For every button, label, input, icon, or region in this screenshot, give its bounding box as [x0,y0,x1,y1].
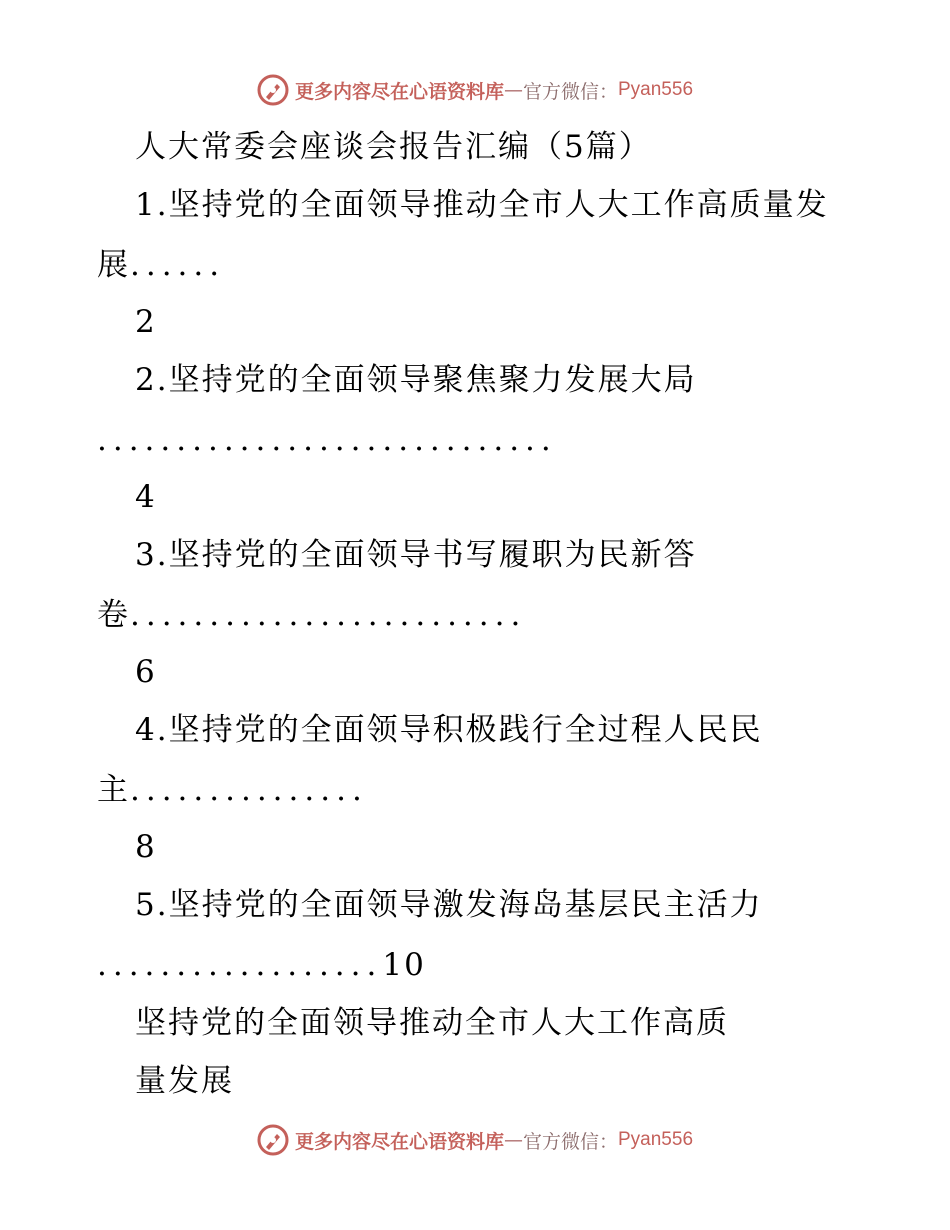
banner-text: 更多内容尽在心语资料库 [294,1130,504,1153]
banner-wechat-id: Pyan556 [618,1129,694,1150]
toc-item-4-label[interactable] [135,710,763,750]
toc-item-3-leader [97,595,526,635]
toc-item-1-page: 2 [135,304,157,340]
toc-item-dots: ......................... [130,597,527,633]
pen-logo-icon [257,1124,289,1156]
toc-item-continuation: 展 [97,247,130,283]
toc-item-3-label[interactable] [135,535,697,575]
toc-item-4-leader [97,770,368,810]
toc-item-label: 3.坚持党的全面领导书写履职为民新答 [135,537,697,573]
banner-separator: — [503,1129,523,1151]
toc-item-label: 5.坚持党的全面领导激发海岛基层民主活力 [135,887,763,923]
toc-title: 人大常委会座谈会报告汇编（5篇） [135,129,652,165]
toc-item-page: 10 [382,947,426,983]
toc-item-5-label[interactable] [135,885,763,925]
toc-item-5-leader [97,945,426,985]
toc-item-label: 1.坚持党的全面领导推动全市人大工作高质量发 [135,187,829,223]
toc-item-2-label[interactable] [135,360,697,400]
toc-item-dots: ............... [130,772,368,808]
toc-item-2-leader [97,420,557,460]
article-title-line-1: 坚持党的全面领导推动全市人大工作高质 [135,1005,729,1041]
toc-item-2-page: 4 [135,479,157,515]
toc-item-dots: ............................. [97,422,557,458]
toc-item-1-leader [97,245,225,285]
toc-item-4-page: 8 [135,829,157,865]
toc-item-label: 4.坚持党的全面领导积极践行全过程人民民 [135,712,763,748]
toc-item-dots: .................. [97,947,383,983]
footer-banner [0,1120,950,1160]
toc-item-continuation: 主 [97,772,130,808]
toc-item-3-page: 6 [135,654,157,690]
header-banner [0,70,950,110]
banner-separator: — [503,79,523,101]
toc-item-1-label[interactable] [135,185,829,225]
pen-logo-icon [257,74,289,106]
banner-wechat-id: Pyan556 [618,79,694,100]
toc-item-continuation: 卷 [97,597,130,633]
banner-text: 更多内容尽在心语资料库 [294,80,504,103]
toc-item-dots: ...... [130,247,226,283]
banner-wechat-label: 官方微信： [522,80,618,103]
toc-item-label: 2.坚持党的全面领导聚焦聚力发展大局 [135,362,697,398]
banner-wechat-label: 官方微信： [522,1130,618,1153]
article-title-line-2: 量发展 [135,1063,234,1099]
